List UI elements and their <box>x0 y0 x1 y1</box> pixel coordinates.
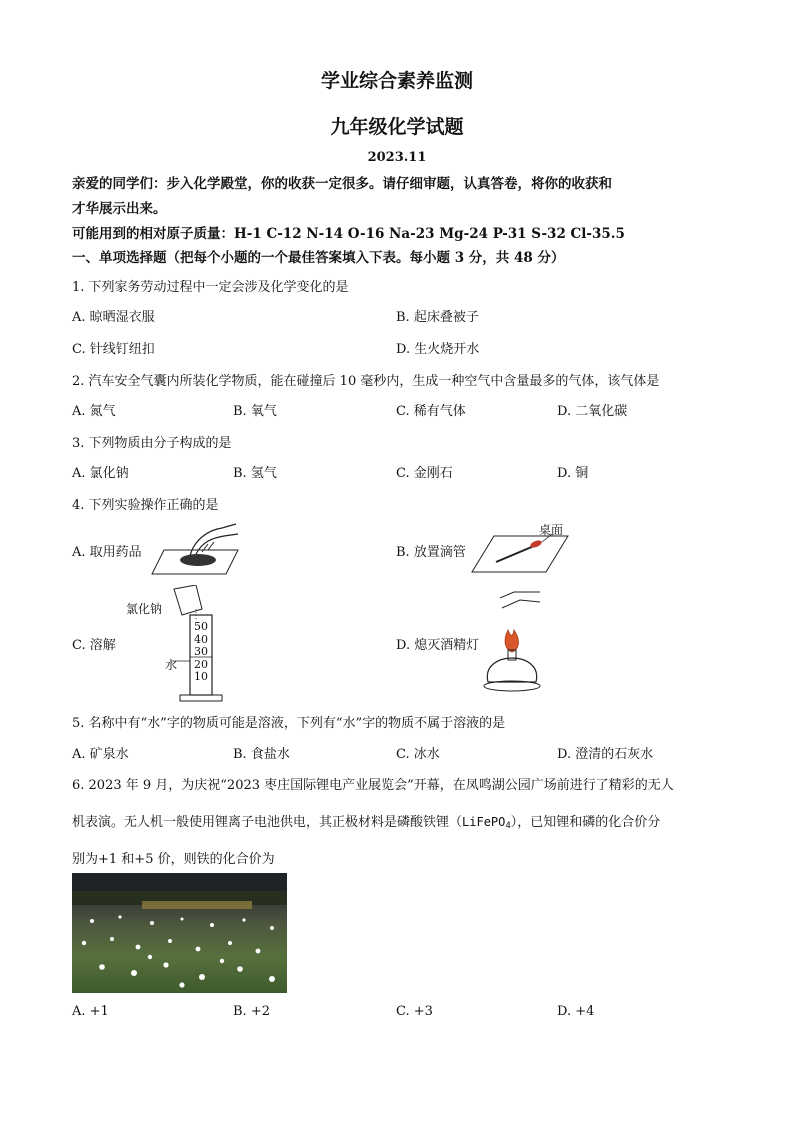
drone-lights-icon <box>72 873 287 993</box>
q3-option-d: D. 铜 <box>557 466 589 481</box>
lamp-body-icon <box>487 658 536 682</box>
q3-option-a: A. 氯化钠 <box>72 466 129 481</box>
question-3-stem: 3. 下列物质由分子构成的是 <box>72 436 232 451</box>
section-heading: 一、单项选择题（把每个小题的一个最佳答案填入下表。每小题 3 分，共 48 分） <box>72 250 565 266</box>
exam-title: 学业综合素养监测 <box>320 70 473 92</box>
q6-option-d: D. +4 <box>557 1004 595 1019</box>
question-5-stem: 5. 名称中有“水”字的物质可能是溶液，下列有“水”字的物质不属于溶液的是 <box>72 716 506 731</box>
intro-line-1: 亲爱的同学们：步入化学殿堂，你的收获一定很多。请仔细审题，认真答卷，将你的收获和 <box>72 176 612 192</box>
q6-line2-pre: 机表演。无人机一般使用锂离子电池供电，其正极材料是磷酸铁锂（ <box>72 815 463 830</box>
atomic-masses: 可能用到的相对原子质量：H-1 C-12 N-14 O-16 Na-23 Mg-24 P-31 S-32 Cl-35.5 <box>72 226 625 242</box>
q2-option-a: A. 氮气 <box>72 404 116 419</box>
q2-option-c: C. 稀有气体 <box>396 404 466 419</box>
q4-option-d: D. 熄灭酒精灯 <box>396 638 480 653</box>
q5-option-d: D. 澄清的石灰水 <box>557 747 654 762</box>
tick-20: 20 <box>194 657 208 671</box>
label-desk: 桌面 <box>539 523 564 537</box>
hand-icon <box>500 592 540 598</box>
figure-dropper-on-desk <box>470 532 570 574</box>
q2-option-d: D. 二氧化碳 <box>557 404 628 419</box>
paper-icon <box>174 585 202 615</box>
q6-line2-post: ），已知锂和磷的化合价分 <box>510 815 661 830</box>
q3-option-b: B. 氢气 <box>233 466 277 481</box>
tick-30: 30 <box>194 645 208 658</box>
question-6-line-2 <box>72 811 660 831</box>
q1-option-a: A. 晾晒湿衣服 <box>72 310 155 325</box>
q6-option-c: C. +3 <box>396 1004 433 1019</box>
flame-icon <box>505 630 518 652</box>
cylinder-ticks <box>194 621 208 684</box>
q1-option-c: C. 针线钉纽扣 <box>72 342 155 357</box>
q4-option-a: A. 取用药品 <box>72 545 142 560</box>
label-sodium-chloride: 氯化钠 <box>126 602 163 616</box>
tick-40: 40 <box>194 632 208 646</box>
drone-show-photo <box>72 873 287 993</box>
question-6-line-3: 别为+1 和+5 价，则铁的化合价为 <box>72 852 275 867</box>
figure-take-chemicals <box>150 520 240 576</box>
q6-option-b: B. +2 <box>233 1004 270 1019</box>
q5-option-c: C. 冰水 <box>396 747 440 762</box>
dropper-icon <box>496 546 534 562</box>
q1-option-d: D. 生火烧开水 <box>396 342 480 357</box>
tick-50: 50 <box>194 620 208 633</box>
q6-option-a: A. +1 <box>72 1004 109 1019</box>
q2-option-b: B. 氧气 <box>233 404 277 419</box>
q4-option-b: B. 放置滴管 <box>396 545 466 560</box>
question-4-stem: 4. 下列实验操作正确的是 <box>72 498 219 513</box>
question-2-stem: 2. 汽车安全气囊内所装化学物质，能在碰撞后 10 毫秒内，生成一种空气中含量最多的气体，该气体是 <box>72 374 660 389</box>
chemical-pile-icon <box>180 554 216 566</box>
exam-subtitle: 九年级化学试题 <box>330 116 464 138</box>
formula-lifepo4: LiFePO4 <box>462 815 511 831</box>
intro-line-2: 才华展示出来。 <box>72 201 167 217</box>
label-water: 水 <box>165 658 178 672</box>
question-1-stem: 1. 下列家务劳动过程中一定会涉及化学变化的是 <box>72 280 349 295</box>
question-6-line-1: 6. 2023 年 9 月，为庆祝“2023 枣庄国际锂电产业展览会”开幕，在凤鸣湖公园广场前进行了精彩的无人 <box>72 778 674 793</box>
figure-alcohol-lamp <box>480 586 550 696</box>
q4-option-c: C. 溶解 <box>72 638 116 653</box>
q5-option-a: A. 矿泉水 <box>72 747 129 762</box>
exam-date: 2023.11 <box>367 150 427 165</box>
q3-option-c: C. 金刚石 <box>396 466 453 481</box>
q1-option-b: B. 起床叠被子 <box>396 310 479 325</box>
q5-option-b: B. 食盐水 <box>233 747 290 762</box>
tick-10: 10 <box>194 670 208 683</box>
